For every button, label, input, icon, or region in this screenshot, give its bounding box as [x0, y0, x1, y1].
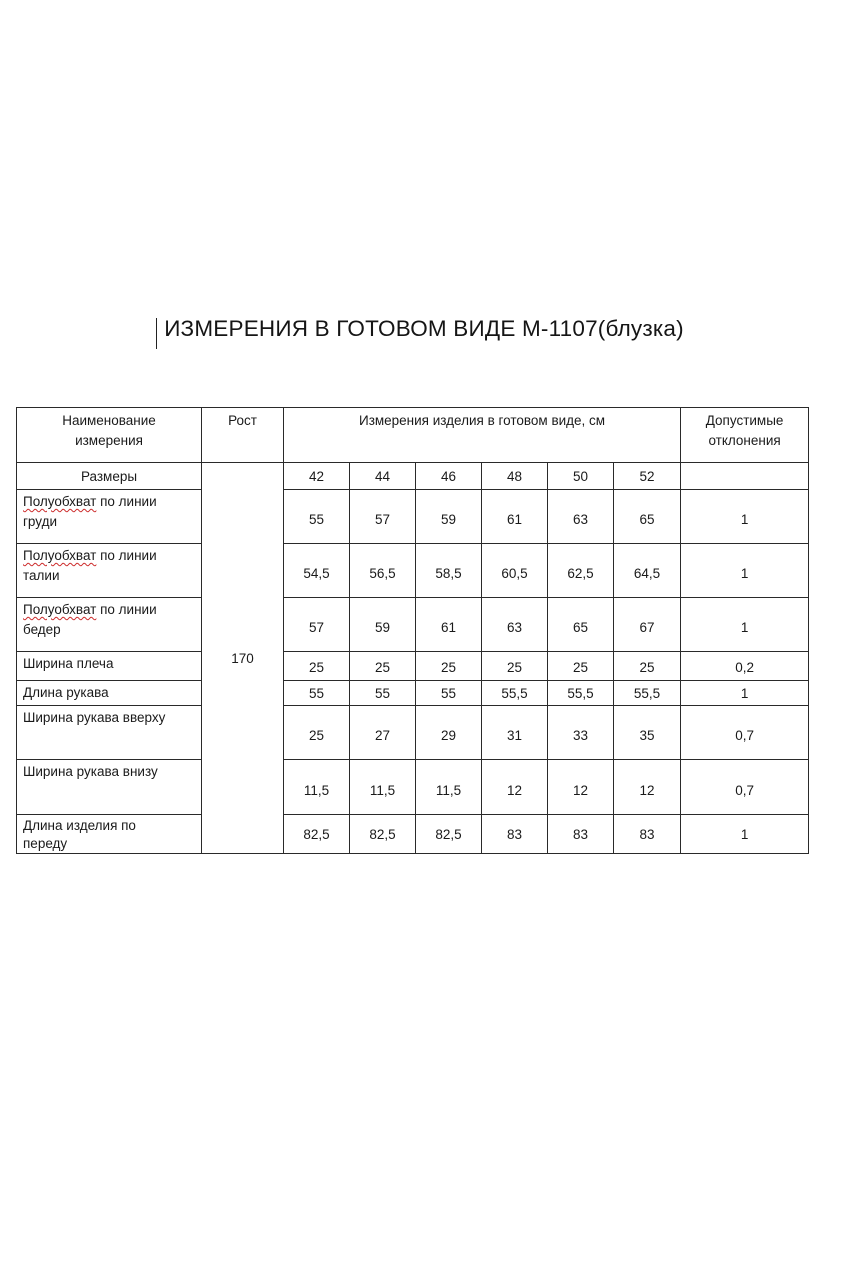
value-cell: 82,5 [350, 815, 416, 854]
value-cell: 57 [284, 598, 350, 652]
height-value-cell [202, 463, 284, 854]
row-label-underlined: Полуобхват [23, 548, 97, 563]
row-label-rest: по линии [96, 494, 157, 509]
measurements-table [16, 407, 809, 854]
row-label-line1: Длина изделия по [23, 818, 136, 833]
sizes-row [17, 463, 809, 490]
value-cell: 35 [614, 706, 681, 760]
sizes-label: Размеры [80, 468, 138, 484]
row-label [17, 490, 202, 544]
row-label-line2: груди [23, 514, 58, 529]
value-cell: 83 [614, 815, 681, 854]
row-label-underlined: Полуобхват [23, 602, 97, 617]
header-name-line2: измерения [75, 433, 143, 448]
header-name-cell [17, 408, 202, 463]
header-height-label: Рост [228, 413, 257, 428]
tolerance-cell: 0,7 [681, 760, 809, 815]
table-row [17, 706, 809, 760]
tolerance-cell: 1 [681, 598, 809, 652]
value-cell: 11,5 [416, 760, 482, 815]
value-cell: 64,5 [614, 544, 681, 598]
value-cell: 31 [482, 706, 548, 760]
row-label-underlined: Полуобхват [23, 494, 97, 509]
value-cell: 61 [482, 490, 548, 544]
value-cell: 83 [548, 815, 614, 854]
tolerance-cell: 0,7 [681, 706, 809, 760]
row-label-line1: Ширина рукава вверху [23, 710, 166, 725]
size-tolerance-empty [681, 463, 809, 490]
tolerance-cell: 1 [681, 815, 809, 854]
row-label-rest: по линии [96, 548, 157, 563]
header-tolerance-line2: отклонения [708, 433, 781, 448]
size-cell: 50 [548, 463, 614, 490]
header-measurements-label: Измерения изделия в готовом виде, см [358, 413, 606, 428]
tolerance-cell: 1 [681, 681, 809, 706]
value-cell: 63 [482, 598, 548, 652]
row-label [17, 544, 202, 598]
value-cell: 55 [284, 681, 350, 706]
sizes-label-cell [17, 463, 202, 490]
row-label-line1: Ширина плеча [23, 656, 114, 671]
value-cell: 25 [284, 706, 350, 760]
value-cell: 25 [350, 652, 416, 681]
value-cell: 12 [548, 760, 614, 815]
tolerance-cell: 1 [681, 490, 809, 544]
header-name-line1: Наименование [62, 413, 156, 428]
size-cell: 46 [416, 463, 482, 490]
table-row [17, 490, 809, 544]
value-cell: 82,5 [284, 815, 350, 854]
table-row [17, 681, 809, 706]
value-cell: 60,5 [482, 544, 548, 598]
value-cell: 59 [350, 598, 416, 652]
table-row [17, 815, 809, 854]
value-cell: 12 [482, 760, 548, 815]
value-cell: 63 [548, 490, 614, 544]
row-label [17, 652, 202, 681]
value-cell: 25 [284, 652, 350, 681]
table-row [17, 544, 809, 598]
value-cell: 65 [548, 598, 614, 652]
value-cell: 12 [614, 760, 681, 815]
value-cell: 55 [350, 681, 416, 706]
table-row [17, 760, 809, 815]
value-cell: 59 [416, 490, 482, 544]
size-cell: 42 [284, 463, 350, 490]
value-cell: 55,5 [482, 681, 548, 706]
value-cell: 54,5 [284, 544, 350, 598]
header-row [17, 408, 809, 463]
tolerance-cell: 0,2 [681, 652, 809, 681]
row-label-line2: талии [23, 568, 60, 583]
row-label-line1: Ширина рукава внизу [23, 764, 158, 779]
value-cell: 55 [416, 681, 482, 706]
table-row [17, 652, 809, 681]
value-cell: 82,5 [416, 815, 482, 854]
page-title: ИЗМЕРЕНИЯ В ГОТОВОМ ВИДЕ М-1107(блузка) [164, 316, 684, 341]
value-cell: 56,5 [350, 544, 416, 598]
value-cell: 65 [614, 490, 681, 544]
value-cell: 61 [416, 598, 482, 652]
header-height-cell [202, 408, 284, 463]
row-label [17, 760, 202, 815]
size-cell: 44 [350, 463, 416, 490]
value-cell: 11,5 [284, 760, 350, 815]
table-row [17, 598, 809, 652]
tolerance-cell: 1 [681, 544, 809, 598]
size-cell: 48 [482, 463, 548, 490]
value-cell: 29 [416, 706, 482, 760]
header-tolerance-cell [681, 408, 809, 463]
value-cell: 57 [350, 490, 416, 544]
value-cell: 67 [614, 598, 681, 652]
row-label [17, 706, 202, 760]
value-cell: 58,5 [416, 544, 482, 598]
row-label [17, 681, 202, 706]
value-cell: 25 [548, 652, 614, 681]
row-label-line1: Длина рукава [23, 685, 109, 700]
value-cell: 83 [482, 815, 548, 854]
size-cell: 52 [614, 463, 681, 490]
row-label-rest: по линии [96, 602, 157, 617]
value-cell: 55,5 [614, 681, 681, 706]
value-cell: 55,5 [548, 681, 614, 706]
header-tolerance-line1: Допустимые [705, 413, 784, 428]
row-label [17, 598, 202, 652]
row-label-line2: бедер [23, 622, 61, 637]
row-label-line2: переду [23, 836, 68, 851]
row-label [17, 815, 202, 854]
height-value: 170 [231, 650, 254, 666]
value-cell: 25 [482, 652, 548, 681]
header-measurements-cell [284, 408, 681, 463]
value-cell: 25 [416, 652, 482, 681]
value-cell: 55 [284, 490, 350, 544]
value-cell: 27 [350, 706, 416, 760]
value-cell: 62,5 [548, 544, 614, 598]
value-cell: 33 [548, 706, 614, 760]
value-cell: 25 [614, 652, 681, 681]
value-cell: 11,5 [350, 760, 416, 815]
